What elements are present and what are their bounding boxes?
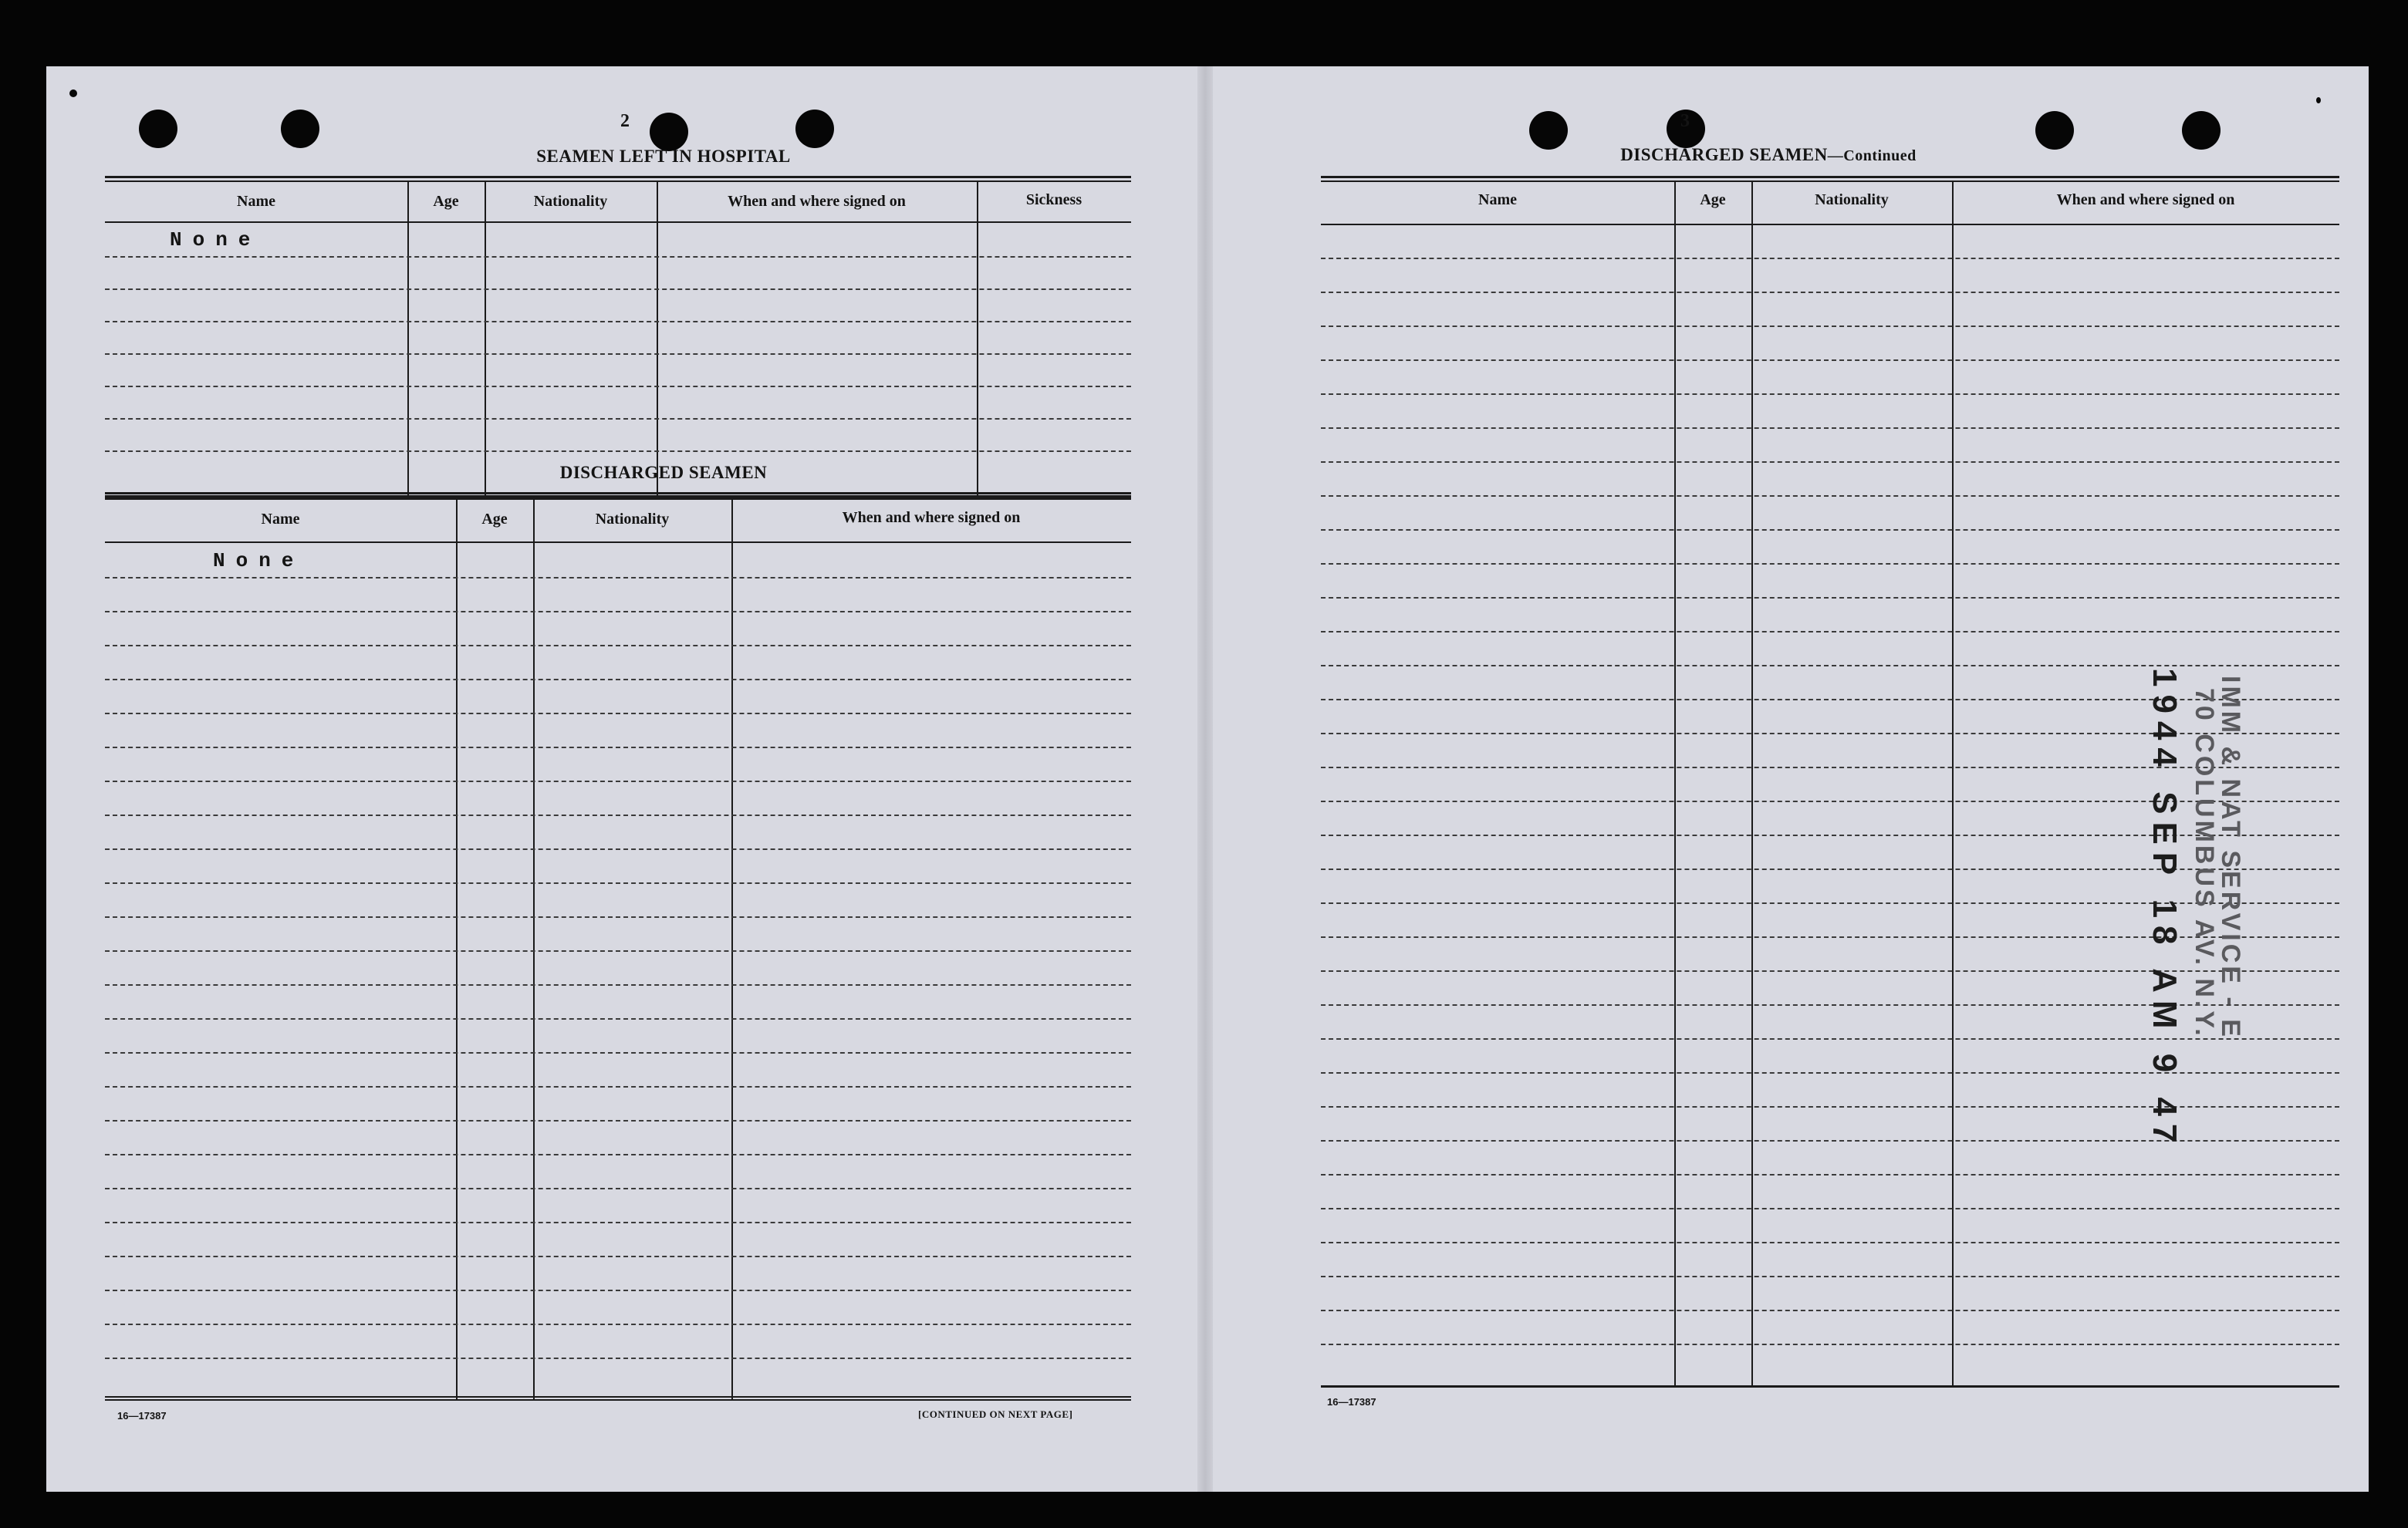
row-line [105,353,1131,355]
column-header-nationality: Nationality [595,511,670,528]
column-divider [1952,182,1954,1387]
row-line [105,984,1131,986]
column-header-nationality: Nationality [533,193,608,210]
column-divider [485,182,486,495]
row-line [1321,699,2339,700]
table-top-rule [1321,176,2339,182]
row-line [105,747,1131,748]
row-line [105,321,1131,322]
column-divider [456,498,458,1399]
punch-hole [2035,111,2074,150]
column-header-age: Age [433,193,459,210]
discharged-continued-heading [1552,145,1984,165]
speck [69,89,77,97]
row-line [105,386,1131,387]
row-line [105,577,1131,578]
speck [2316,97,2321,103]
row-line [1321,461,2339,463]
row-line [1321,1174,2339,1176]
row-line [1321,427,2339,429]
column-divider [731,498,733,1399]
column-divider [407,182,409,495]
row-line [105,713,1131,714]
column-divider [657,182,658,495]
row-line [1321,1038,2339,1040]
header-separator [105,541,1131,543]
row-line [105,1154,1131,1155]
row-line [1321,835,2339,836]
heading-main: DISCHARGED SEAMEN [1620,145,1828,164]
date-stamp: 1944 SEP 18 AM 9 47 [2146,668,2183,1151]
row-line [105,1052,1131,1054]
row-line [1321,1242,2339,1243]
office-stamp-line-2: 70 COLUMBUS AV. N.Y. [2190,688,2219,1039]
punch-hole [139,110,177,148]
column-header-name: Name [237,193,275,210]
row-line [1321,495,2339,497]
column-header-nationality: Nationality [1815,191,1889,208]
row-line [1321,869,2339,870]
row-line [105,1256,1131,1257]
row-line [105,1120,1131,1122]
column-header-signed-on: When and where signed on [842,509,1021,526]
page-fold [1197,66,1213,1492]
row-line [1321,1004,2339,1006]
header-separator [1321,224,2339,225]
row-line [105,1086,1131,1088]
row-line [1321,1344,2339,1345]
punch-hole [281,110,319,148]
row-line [1321,970,2339,972]
document-sheet [46,66,2369,1492]
column-header-age: Age [1700,191,1726,208]
row-line [105,815,1131,816]
row-line [105,1018,1131,1020]
row-line [105,418,1131,420]
column-header-signed-on: When and where signed on [2056,191,2235,208]
row-line [1321,1276,2339,1277]
column-divider [533,498,535,1399]
row-line [1321,292,2339,293]
row-line [1321,733,2339,734]
form-number: 16—17387 [117,1410,167,1422]
row-line [105,645,1131,646]
column-header-age: Age [481,511,508,528]
row-line [105,1324,1131,1325]
row-line [1321,1310,2339,1311]
discharged-heading: DISCHARGED SEAMEN [559,463,768,482]
row-line [1321,1140,2339,1142]
hospital-entry-name: None [170,228,262,251]
table-top-rule [105,492,1131,498]
heading-suffix: —Continued [1827,147,1917,164]
row-line [105,848,1131,850]
row-line [1321,359,2339,361]
row-line [1321,563,2339,565]
row-line [105,1188,1131,1189]
row-line [105,450,1131,452]
row-line [1321,1106,2339,1108]
row-line [1321,1208,2339,1209]
row-line [1321,902,2339,904]
form-number: 16—17387 [1327,1396,1376,1408]
table-bottom-rule [1321,1385,2339,1388]
row-line [1321,665,2339,666]
row-line [105,916,1131,918]
row-line [105,1290,1131,1291]
row-line [105,1222,1131,1223]
row-line [1321,597,2339,599]
page-number: 2 [620,111,630,131]
punch-hole [795,110,834,148]
row-line [105,1358,1131,1359]
column-divider [1674,182,1676,1387]
continued-note: [CONTINUED ON NEXT PAGE] [918,1408,1073,1420]
discharged-continued-table [1321,176,2339,1388]
punch-hole [2182,111,2221,150]
discharged-table [105,492,1131,1401]
discharged-entry-name: None [213,549,305,572]
punch-hole [1529,111,1568,150]
row-line [105,882,1131,884]
row-line [1321,326,2339,327]
row-line [1321,529,2339,531]
row-line [105,781,1131,782]
column-header-name: Name [1478,191,1517,208]
column-header-sickness: Sickness [1025,191,1082,208]
row-line [105,288,1131,290]
page-number: 3 [1680,111,1690,131]
table-top-rule [105,176,1131,182]
row-line [105,950,1131,952]
row-line [105,611,1131,612]
hospital-heading: SEAMEN LEFT IN HOSPITAL [536,147,791,166]
column-divider [1751,182,1753,1387]
left-page [46,66,1197,1492]
office-stamp-line-1: IMM & NAT SERVICE - E [2216,676,2245,1040]
row-line [1321,1072,2339,1074]
table-bottom-rule [105,1396,1131,1401]
column-divider [977,182,978,495]
row-line [1321,801,2339,802]
row-line [1321,631,2339,632]
column-header-name: Name [261,511,300,528]
row-line [1321,936,2339,938]
right-page [1213,66,2369,1492]
row-line [1321,258,2339,259]
row-line [1321,393,2339,395]
row-line [1321,767,2339,768]
row-line [105,256,1131,258]
column-header-signed-on: When and where signed on [728,193,906,210]
row-line [105,679,1131,680]
punch-hole [650,113,688,151]
hospital-table [105,176,1131,506]
